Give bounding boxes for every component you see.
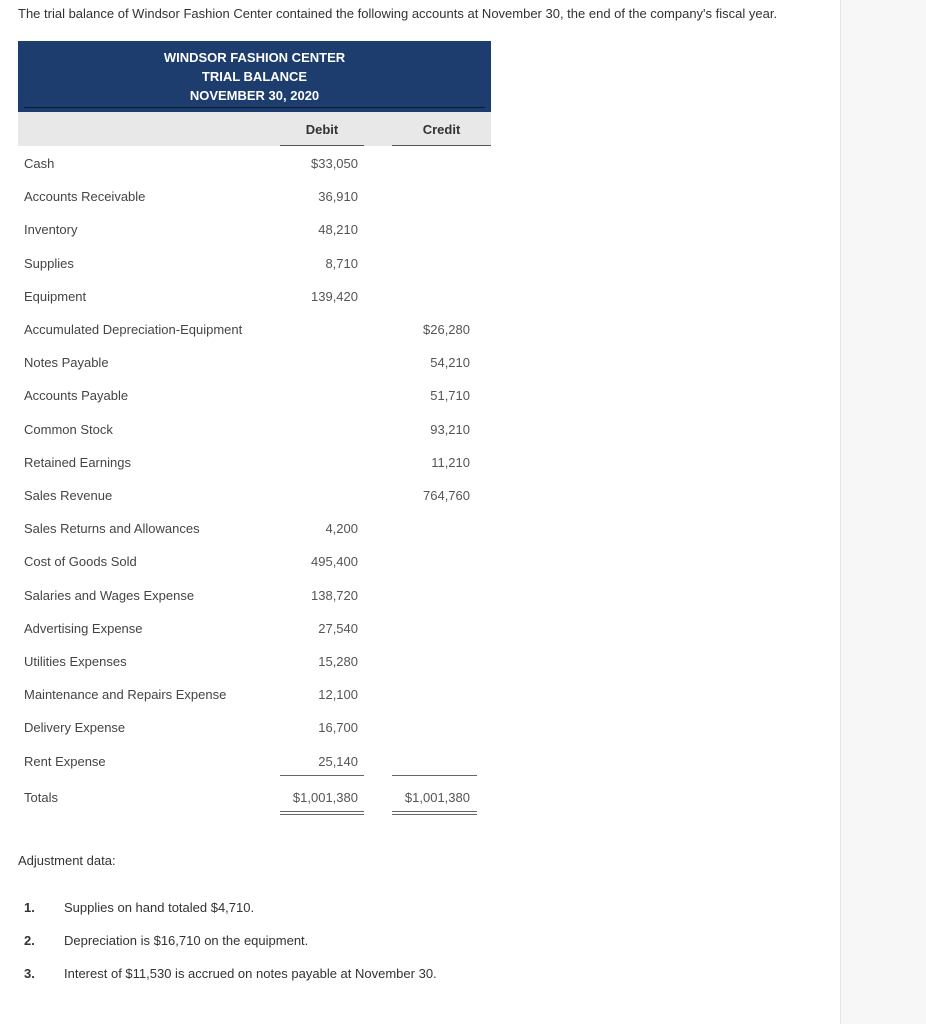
account-name: Accumulated Depreciation-Equipment xyxy=(24,322,243,337)
account-name: Notes Payable xyxy=(24,355,109,371)
account-name: Supplies xyxy=(24,255,74,271)
debit-total-rule xyxy=(280,775,364,776)
debit-amount: 16,700 xyxy=(318,720,358,736)
debit-amount: 8,710 xyxy=(325,255,358,271)
debit-amount: 27,540 xyxy=(318,620,358,636)
debit-amount: 48,210 xyxy=(318,222,358,238)
credit-amount: 54,210 xyxy=(430,355,470,371)
adjustment-item xyxy=(24,933,308,948)
account-row xyxy=(18,512,491,545)
account-name: Rent Expense xyxy=(24,753,106,769)
credit-amount: $26,280 xyxy=(423,322,470,337)
column-header-row xyxy=(18,112,491,146)
account-row xyxy=(18,313,491,346)
credit-double-rule-1 xyxy=(392,811,477,812)
account-name: Cost of Goods Sold xyxy=(24,554,137,570)
right-sidebar-panel xyxy=(840,0,926,1024)
account-row xyxy=(18,413,491,446)
account-name: Sales Revenue xyxy=(24,488,113,503)
account-row xyxy=(18,379,491,412)
credit-amount: 764,760 xyxy=(423,488,470,503)
trial-balance-table xyxy=(18,41,491,805)
adjustment-text: Interest of $11,530 is accrued on notes payable at November 30. xyxy=(64,966,437,981)
account-row xyxy=(18,579,491,612)
account-row xyxy=(18,280,491,313)
account-row xyxy=(18,346,491,379)
credit-header-underline xyxy=(392,145,491,146)
account-row xyxy=(18,711,491,744)
credit-total-rule xyxy=(392,775,477,776)
account-name: Advertising Expense xyxy=(24,620,143,636)
debit-amount: 138,720 xyxy=(311,587,358,603)
account-name: Accounts Payable xyxy=(24,388,129,404)
debit-header-underline xyxy=(280,145,364,146)
debit-amount: 139,420 xyxy=(311,288,358,304)
credit-column-header: Credit xyxy=(422,122,461,137)
adjustment-number: 1. xyxy=(24,900,35,915)
debit-total: $1,001,380 xyxy=(292,790,358,805)
account-row xyxy=(18,247,491,280)
debit-amount: $33,050 xyxy=(311,156,358,171)
adjustment-text: Depreciation is $16,710 on the equipment. xyxy=(64,933,309,948)
account-row xyxy=(18,612,491,645)
account-name: Common Stock xyxy=(24,421,113,437)
account-name: Cash xyxy=(24,156,55,171)
account-row xyxy=(18,545,491,578)
credit-amount: 11,210 xyxy=(431,454,470,470)
statement-title: TRIAL BALANCE xyxy=(201,69,308,84)
credit-double-rule-2 xyxy=(392,814,477,815)
debit-double-rule-1 xyxy=(280,811,364,812)
debit-column-header: Debit xyxy=(305,122,339,137)
company-name: WINDSOR FASHION CENTER xyxy=(163,50,346,65)
account-name: Delivery Expense xyxy=(24,720,126,736)
credit-total: $1,001,380 xyxy=(404,790,470,805)
account-row xyxy=(18,678,491,711)
adjustment-item xyxy=(24,900,254,915)
header-rule xyxy=(24,107,485,108)
account-row xyxy=(18,180,491,213)
debit-amount: 4,200 xyxy=(325,521,358,537)
account-name: Sales Returns and Allowances xyxy=(24,521,200,537)
account-name: Accounts Receivable xyxy=(24,189,146,205)
statement-date: NOVEMBER 30, 2020 xyxy=(189,88,320,103)
debit-amount: 495,400 xyxy=(311,554,358,570)
account-row xyxy=(18,645,491,678)
debit-amount: 25,140 xyxy=(318,753,358,769)
account-row xyxy=(18,479,491,512)
credit-amount: 93,210 xyxy=(430,421,470,437)
account-name: Equipment xyxy=(24,288,87,304)
problem-intro-text: The trial balance of Windsor Fashion Center contained the following accounts at November 30, the end of the company's fiscal year. xyxy=(18,6,778,21)
totals-row xyxy=(18,781,491,814)
debit-amount: 36,910 xyxy=(318,189,358,205)
debit-amount: 12,100 xyxy=(318,687,358,703)
credit-amount: 51,710 xyxy=(430,388,470,404)
account-row xyxy=(18,446,491,479)
debit-double-rule-2 xyxy=(280,814,364,815)
account-name: Maintenance and Repairs Expense xyxy=(24,687,227,703)
debit-amount: 15,280 xyxy=(318,654,358,669)
account-row xyxy=(18,213,491,246)
account-name: Retained Earnings xyxy=(24,454,131,470)
adjustment-data-title: Adjustment data: xyxy=(18,853,116,868)
account-name: Salaries and Wages Expense xyxy=(24,587,195,603)
totals-label: Totals xyxy=(24,790,58,805)
account-name: Inventory xyxy=(24,222,78,238)
account-name: Utilities Expenses xyxy=(24,654,127,669)
adjustment-text: Supplies on hand totaled $4,710. xyxy=(64,900,255,915)
adjustment-number: 3. xyxy=(24,966,35,981)
adjustment-item xyxy=(24,966,437,981)
trial-balance-header xyxy=(18,41,491,112)
account-row xyxy=(18,745,491,778)
account-row xyxy=(18,147,491,180)
adjustment-number: 2. xyxy=(24,933,35,948)
